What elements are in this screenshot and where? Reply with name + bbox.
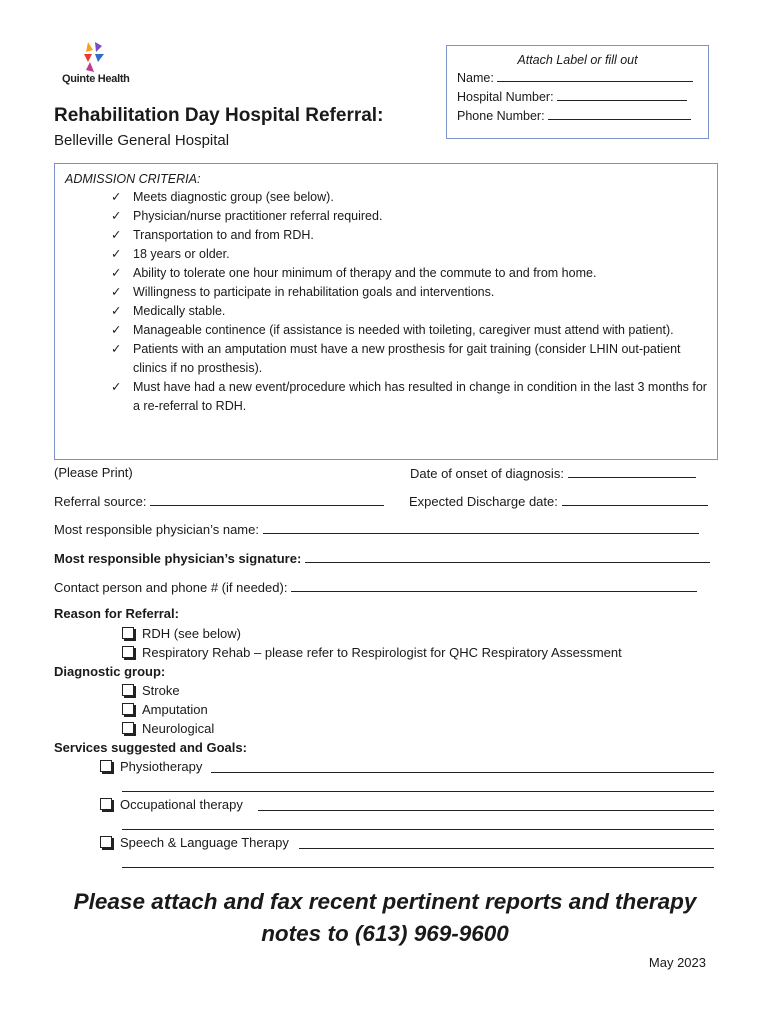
physician-signature-field[interactable] [305,550,710,563]
check-icon: ✓ [111,190,122,204]
service-option-speech[interactable]: Speech & Language Therapy [100,835,289,850]
contact-person-field[interactable] [291,579,697,592]
discharge-date-field[interactable] [562,493,708,506]
diagnostic-heading: Diagnostic group: [54,664,166,679]
criteria-item: ✓ Must have had a new event/procedure which has resulted in change in condition in the last 3 months for a re-referral to RDH. [111,380,707,413]
checkbox-icon[interactable] [122,627,134,639]
physician-signature-label: Most responsible physician’s signature: [54,551,302,566]
checkbox-icon[interactable] [122,684,134,696]
revision-date: May 2023 [648,955,706,970]
patient-name-label: Name: [457,71,494,85]
check-icon: ✓ [111,266,122,280]
criteria-item: ✓ Transportation to and from RDH. [65,226,707,245]
patient-name-row [457,69,698,88]
physician-name-label: Most responsible physician’s name: [54,522,259,537]
reason-heading: Reason for Referral: [54,606,179,621]
onset-date-label: Date of onset of diagnosis: [410,466,564,481]
criteria-item: ✓ 18 years or older. [65,245,707,264]
logo-text: Quinte Health [62,73,130,85]
check-icon: ✓ [111,247,122,261]
referral-source-row [54,493,384,509]
page-title: Rehabilitation Day Hospital Referral: [54,105,384,126]
hospital-number-label: Hospital Number: [457,90,554,104]
speech-goals-line[interactable] [299,848,714,849]
checkbox-icon[interactable] [100,836,112,848]
diagnostic-option-stroke[interactable]: Stroke [122,683,180,698]
checkbox-icon[interactable] [122,646,134,658]
service-option-physiotherapy[interactable]: Physiotherapy [100,759,202,774]
diagnostic-option-amputation[interactable]: Amputation [122,702,208,717]
onset-date-field[interactable] [568,465,696,478]
phone-number-row [457,107,698,126]
diagnostic-option-neurological[interactable]: Neurological [122,721,214,736]
criteria-item: ✓ Physician/nurse practitioner referral required. [65,207,707,226]
discharge-date-row [409,493,708,509]
patient-label-box [446,45,709,139]
service-option-occupational[interactable]: Occupational therapy [100,797,243,812]
discharge-date-label: Expected Discharge date: [409,494,558,509]
phone-number-field[interactable] [548,107,691,120]
occupational-goals-line[interactable] [258,810,714,811]
criteria-item: ✓ Ability to tolerate one hour minimum of therapy and the commute to and from home. [65,264,707,283]
phone-number-label: Phone Number: [457,109,545,123]
hospital-subtitle: Belleville General Hospital [54,132,230,149]
contact-person-row [54,579,697,595]
quinte-health-logo [62,40,142,90]
criteria-item: ✓ Manageable continence (if assistance is needed with toileting, caregiver must attend with patient). [65,321,707,340]
check-icon: ✓ [111,228,122,242]
physiotherapy-goals-line[interactable] [211,772,714,773]
physician-name-field[interactable] [263,521,699,534]
checkbox-icon[interactable] [122,722,134,734]
services-heading: Services suggested and Goals: [54,740,247,755]
checkbox-icon[interactable] [122,703,134,715]
hospital-number-field[interactable] [557,88,687,101]
check-icon: ✓ [111,304,122,318]
criteria-item: ✓ Medically stable. [65,302,707,321]
reason-option-rdh[interactable]: RDH (see below) [122,626,241,641]
check-icon: ✓ [111,323,122,337]
referral-source-label: Referral source: [54,494,147,509]
criteria-item: ✓ Willingness to participate in rehabilitation goals and interventions. [65,283,707,302]
criteria-item: ✓ Patients with an amputation must have a new prosthesis for gait training (consider LHIN out-patient clinics if no prosthesis). [111,342,681,375]
occupational-goals-line-2[interactable] [122,829,714,830]
admission-criteria-box [54,163,718,460]
contact-person-label: Contact person and phone # (if needed): [54,580,288,595]
quinte-health-logo-mark [62,40,122,74]
reason-option-respiratory[interactable]: Respiratory Rehab – please refer to Respirologist for QHC Respiratory Assessment [122,645,622,660]
please-print-note: (Please Print) [54,465,133,480]
checkbox-icon[interactable] [100,798,112,810]
check-icon: ✓ [111,380,122,394]
check-icon: ✓ [111,209,122,223]
check-icon: ✓ [111,285,122,299]
physician-name-row [54,521,699,537]
physiotherapy-goals-line-2[interactable] [122,791,714,792]
criteria-item: ✓ Meets diagnostic group (see below). [65,188,707,207]
check-icon: ✓ [111,342,122,356]
checkbox-icon[interactable] [100,760,112,772]
admission-criteria-list [65,188,707,416]
onset-date-row [410,465,696,481]
admission-criteria-heading: ADMISSION CRITERIA: [65,172,201,186]
referral-source-field[interactable] [150,493,384,506]
label-box-title: Attach Label or fill out [517,53,638,67]
fax-instruction-note: Please attach and fax recent pertinent reports and therapy notes to (613) 969-9600 [73,889,697,946]
speech-goals-line-2[interactable] [122,867,714,868]
hospital-number-row [457,88,698,107]
physician-signature-row [54,550,710,566]
patient-name-field[interactable] [497,69,693,82]
